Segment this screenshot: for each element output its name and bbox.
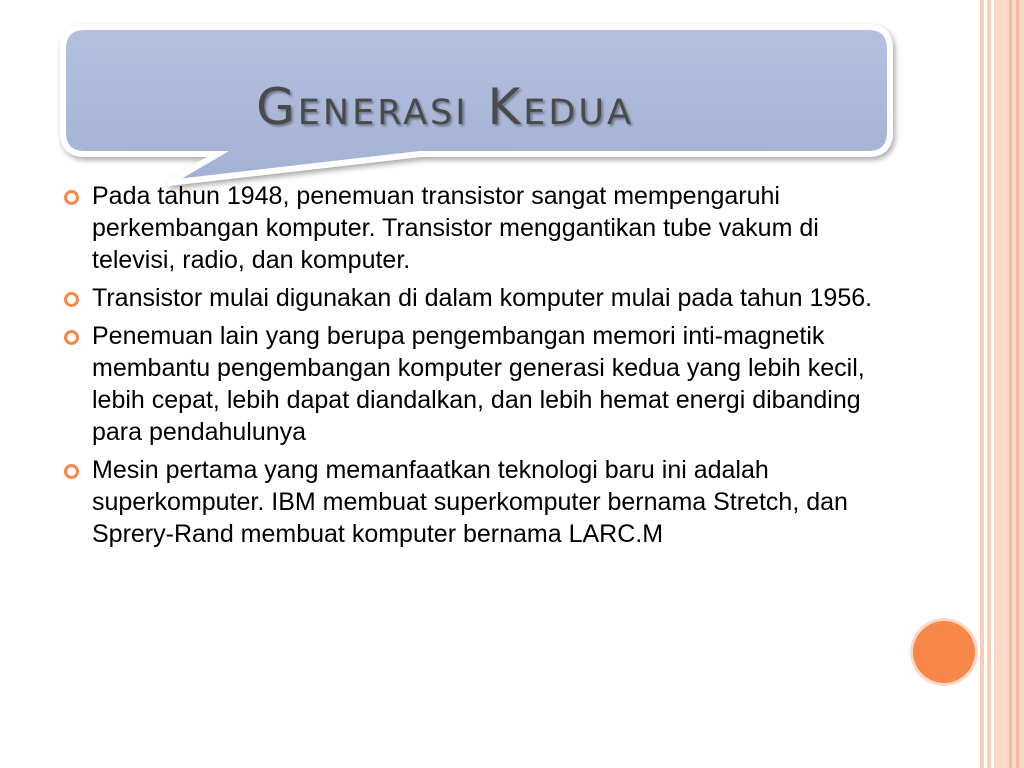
bullet-text: Mesin pertama yang memanfaatkan teknologi baru ini adalah superkomputer. IBM membuat superkomputer bernama Stretch, dan Sprery-Rand membuat komputer bernama LARC.M [92, 456, 848, 548]
bullet-ring-icon [64, 330, 79, 345]
bullet-ring-icon [64, 190, 79, 205]
bullet-text: Transistor mulai digunakan di dalam komputer mulai pada tahun 1956. [92, 284, 873, 312]
bullet-text: Pada tahun 1948, penemuan transistor sangat mempengaruhi perkembangan komputer. Transistor menggantikan tube vakum di televisi, radio, dan komputer. [92, 182, 819, 274]
list-item [64, 282, 894, 314]
bullet-ring-icon [64, 292, 79, 307]
decorative-circle [913, 621, 975, 683]
bullet-list [64, 180, 894, 556]
list-item [64, 320, 894, 448]
list-item [64, 454, 894, 550]
list-item [64, 180, 894, 276]
slide-title: Generasi Kedua [256, 78, 634, 136]
bullet-ring-icon [64, 464, 79, 479]
bullet-text: Penemuan lain yang berupa pengembangan memori inti-magnetik membantu pengembangan komputer generasi kedua yang lebih kecil, lebih cepat, lebih dapat diandalkan, dan lebih hemat energi dibanding para pendahulunya [92, 322, 865, 446]
